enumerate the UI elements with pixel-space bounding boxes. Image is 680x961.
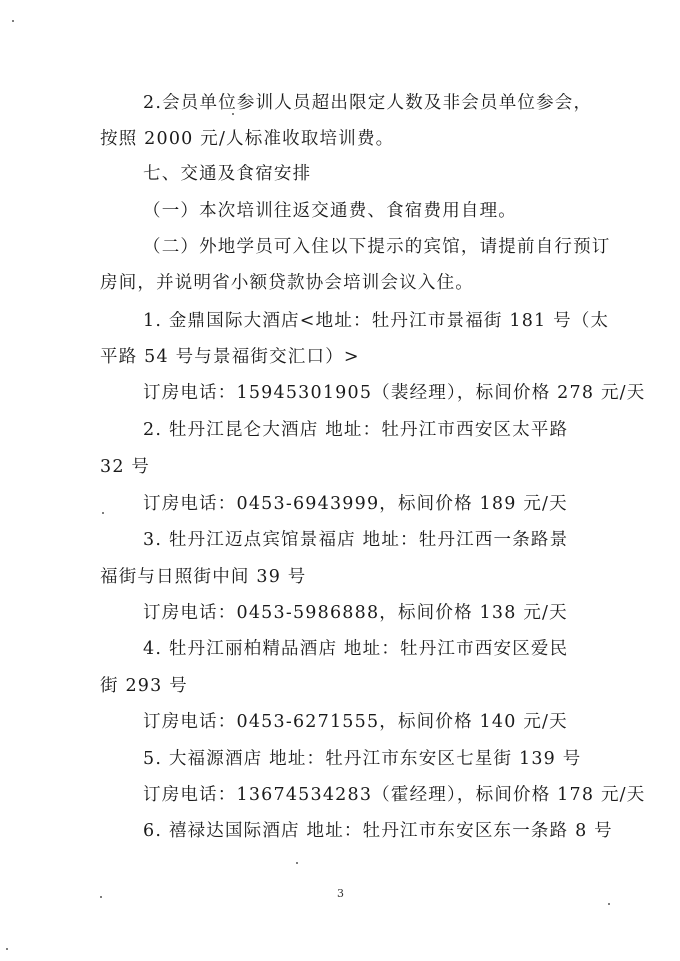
section-heading: 七、交通及食宿安排 — [143, 164, 312, 184]
scan-speck — [102, 512, 104, 514]
scan-speck — [12, 20, 14, 22]
scan-speck — [296, 862, 298, 864]
paragraph-line: （一）本次培训往返交通费、食宿费用自理。 — [143, 201, 517, 221]
hotel-3-line: 福街与日照街中间 39 号 — [100, 567, 307, 587]
hotel-1-line: 1. 金鼎国际大酒店<地址：牡丹江市景福街 181 号（太 — [143, 311, 610, 331]
hotel-1-line: 平路 54 号与景福街交汇口）> — [100, 347, 360, 367]
hotel-3-booking: 订房电话：0453-5986888，标间价格 138 元/天 — [143, 603, 568, 623]
paragraph-line: 房间，并说明省小额贷款协会培训会议入住。 — [100, 273, 474, 293]
hotel-3-line: 3. 牡丹江迈点宾馆景福店 地址：牡丹江西一条路景 — [143, 530, 569, 550]
scan-speck — [608, 903, 610, 905]
scan-speck — [232, 113, 234, 115]
hotel-2-line: 2. 牡丹江昆仑大酒店 地址：牡丹江市西安区太平路 — [143, 420, 569, 440]
paragraph-line: （二）外地学员可入住以下提示的宾馆，请提前自行预订 — [143, 237, 611, 257]
hotel-5-booking: 订房电话：13674534283（霍经理），标间价格 178 元/天 — [143, 785, 646, 805]
hotel-4-line: 街 293 号 — [100, 676, 188, 696]
hotel-4-line: 4. 牡丹江丽柏精品酒店 地址：牡丹江市西安区爱民 — [143, 639, 569, 659]
hotel-2-line: 32 号 — [100, 457, 151, 477]
scan-speck — [6, 948, 8, 950]
hotel-2-booking: 订房电话：0453-6943999，标间价格 189 元/天 — [143, 494, 568, 514]
paragraph-line: 按照 2000 元/人标准收取培训费。 — [100, 129, 395, 149]
page-number: 3 — [337, 887, 344, 900]
hotel-6-line: 6. 禧禄达国际酒店 地址：牡丹江市东安区东一条路 8 号 — [143, 821, 613, 841]
hotel-1-booking: 订房电话：15945301905（裴经理），标间价格 278 元/天 — [143, 383, 646, 403]
paragraph-line: 2.会员单位参训人员超出限定人数及非会员单位参会， — [143, 93, 593, 113]
scan-speck — [100, 896, 102, 898]
hotel-5-line: 5. 大福源酒店 地址：牡丹江市东安区七星街 139 号 — [143, 749, 582, 769]
hotel-4-booking: 订房电话：0453-6271555，标间价格 140 元/天 — [143, 712, 568, 732]
